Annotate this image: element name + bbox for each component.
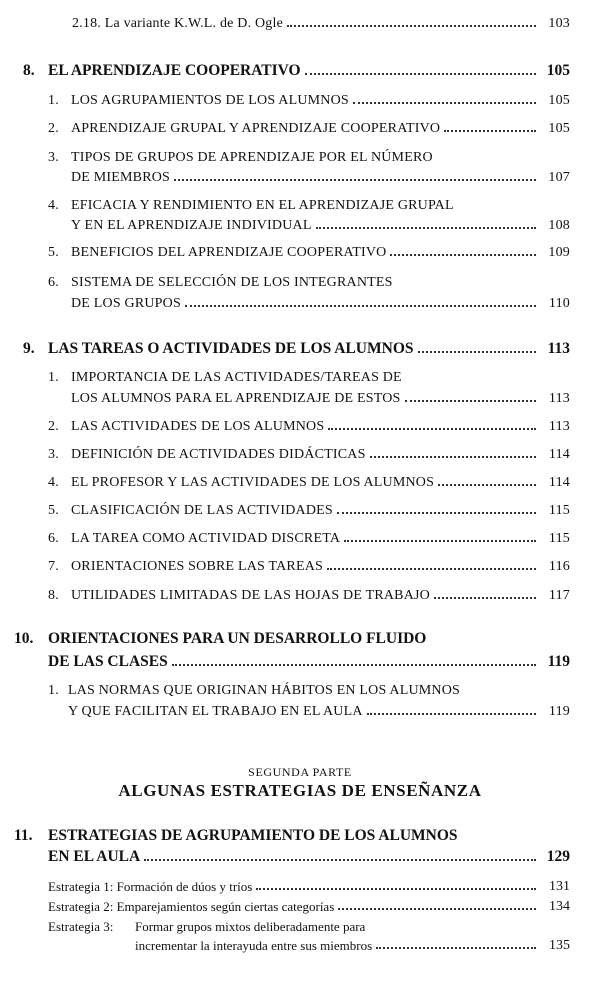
toc-strategy-1 [48,879,570,895]
strategy-title: Emparejamientos según ciertas categorías [116,899,335,914]
page-number: 114 [548,447,570,462]
dot-leader [434,597,536,599]
dot-leader [367,713,536,715]
entry-title: DEFINICIÓN DE ACTIVIDADES DIDÁCTICAS [71,447,366,462]
part-title: ALGUNAS ESTRATEGIAS DE ENSEÑANZA [118,781,482,800]
entry-title: La variante K.W.L. de D. Ogle [104,16,283,31]
entry-title: LOS AGRUPAMIENTOS DE LOS ALUMNOS [71,93,349,108]
dot-leader [344,540,536,542]
entry-number: 1. [48,370,59,385]
entry-title: APRENDIZAJE GRUPAL Y APRENDIZAJE COOPERATIVO [71,121,441,136]
page-number: 119 [548,704,570,719]
chapter-number: 10. [14,630,34,647]
toc-entry-10-1 [68,704,570,720]
entry-title-line-2: DE LOS GRUPOS [71,296,181,311]
dot-leader [353,102,536,104]
page-number: 107 [548,170,570,185]
entry-title: BENEFICIOS DEL APRENDIZAJE COOPERATIVO [71,245,387,260]
chapter-title-line-2: DE LAS CLASES [48,653,168,670]
toc-entry-8-4 [71,218,570,234]
page-number: 105 [548,121,570,136]
entry-number: 8. [48,588,59,603]
entry-title-line-2: Y QUE FACILITAN EL TRABAJO EN EL AULA [68,704,363,719]
chapter-number: 9. [23,340,35,357]
page-number: 131 [549,879,570,894]
toc-entry-8-1 [48,93,570,109]
page-number: 109 [548,245,570,260]
toc-entry-8-5 [48,245,570,261]
dot-leader [256,888,536,890]
entry-title: ORIENTACIONES SOBRE LAS TAREAS [71,559,324,574]
toc-chapter-9 [23,340,570,358]
dot-leader [376,947,536,949]
page-number: 113 [548,419,570,434]
chapter-title: EL APRENDIZAJE COOPERATIVO [48,62,301,79]
dot-leader [172,664,536,666]
entry-title: LA TAREA COMO ACTIVIDAD DISCRETA [71,531,341,546]
entry-number: 1. [48,683,59,698]
chapter-title: LAS TAREAS O ACTIVIDADES DE LOS ALUMNOS [48,340,414,357]
toc-entry-9-7 [48,559,570,575]
entry-number: 4. [48,475,59,490]
page-number: 105 [548,93,570,108]
page-number: 134 [549,899,570,914]
entry-title-line-1: LAS NORMAS QUE ORIGINAN HÁBITOS EN LOS ALUMNOS [68,683,461,698]
entry-title: LAS ACTIVIDADES DE LOS ALUMNOS [71,419,325,434]
entry-title-line-1: TIPOS DE GRUPOS DE APRENDIZAJE POR EL NÚMERO [71,150,433,165]
entry-number: 2. [48,121,59,136]
entry-number: 1. [48,93,59,108]
page-number: 115 [548,531,570,546]
dot-leader [174,179,536,181]
page-number: 108 [548,218,570,233]
page-number: 103 [548,16,570,31]
dot-leader [305,73,536,75]
toc-entry-2-18 [72,16,570,32]
page-number: 105 [546,62,570,79]
strategy-label: Estrategia 2: [48,899,114,914]
entry-number: 3. [48,447,59,462]
dot-leader [370,456,536,458]
chapter-title-line-1: ORIENTACIONES PARA UN DESARROLLO FLUIDO [48,630,427,647]
entry-title-line-1: EFICACIA Y RENDIMIENTO EN EL APRENDIZAJE GRUPAL [71,198,454,213]
entry-title-line-2: Y EN EL APRENDIZAJE INDIVIDUAL [71,218,312,233]
toc-entry-9-5 [48,503,570,519]
dot-leader [337,512,536,514]
dot-leader [338,908,536,910]
entry-number: 5. [48,245,59,260]
chapter-title-line-2: EN EL AULA [48,848,141,865]
entry-number: 7. [48,559,59,574]
page-number: 116 [548,559,570,574]
entry-number: 5. [48,503,59,518]
page-number: 115 [548,503,570,518]
entry-title-line-2: DE MIEMBROS [71,170,171,185]
page-number: 129 [546,848,570,865]
toc-chapter-10 [48,653,570,671]
toc-entry-9-1 [71,391,570,407]
dot-leader [444,130,536,132]
page-number: 113 [548,391,570,406]
toc-strategy-3 [135,938,570,954]
toc-entry-9-4 [48,475,570,491]
entry-title: CLASIFICACIÓN DE LAS ACTIVIDADES [71,503,333,518]
entry-number: 4. [48,198,59,213]
strategy-label: Estrategia 3: [48,919,114,934]
toc-entry-9-8 [48,588,570,604]
toc-entry-8-3 [71,170,570,186]
strategy-title-line-2: incrementar la interayuda entre sus miembros [135,938,373,953]
strategy-title-line-1: Formar grupos mixtos deliberadamente para [135,919,366,934]
toc-entry-9-6 [48,531,570,547]
page-number: 119 [547,653,570,670]
page-number: 113 [547,340,570,357]
entry-title: EL PROFESOR Y LAS ACTIVIDADES DE LOS ALUMNOS [71,475,435,490]
page-number: 117 [548,588,570,603]
dot-leader [185,305,536,307]
dot-leader [316,227,536,229]
entry-number: 6. [48,275,59,290]
entry-number: 6. [48,531,59,546]
dot-leader [438,484,536,486]
entry-number: 2.18. [72,16,101,31]
dot-leader [287,25,536,27]
toc-entry-9-3 [48,447,570,463]
toc-entry-9-2 [48,419,570,435]
dot-leader [328,428,536,430]
toc-entry-8-2 [48,121,570,137]
toc-entry-8-6 [71,296,570,312]
toc-chapter-8 [23,62,570,80]
toc-chapter-11 [48,848,570,866]
strategy-label: Estrategia 1: [48,879,114,894]
entry-number: 2. [48,419,59,434]
part-label: SEGUNDA PARTE [248,765,352,779]
chapter-number: 8. [23,62,35,79]
page-number: 114 [548,475,570,490]
strategy-title: Formación de dúos y tríos [116,879,253,894]
dot-leader [144,859,536,861]
chapter-title-line-1: ESTRATEGIAS DE AGRUPAMIENTO DE LOS ALUMNOS [48,827,458,844]
dot-leader [405,400,536,402]
entry-title: UTILIDADES LIMITADAS DE LAS HOJAS DE TRABAJO [71,588,430,603]
dot-leader [390,254,536,256]
dot-leader [327,568,536,570]
toc-strategy-2 [48,899,570,915]
dot-leader [418,351,537,353]
page-number: 110 [548,296,570,311]
entry-number: 3. [48,150,59,165]
entry-title-line-1: IMPORTANCIA DE LAS ACTIVIDADES/TAREAS DE [71,370,402,385]
entry-title-line-2: LOS ALUMNOS PARA EL APRENDIZAJE DE ESTOS [71,391,401,406]
page-number: 135 [549,938,570,953]
entry-title-line-1: SISTEMA DE SELECCIÓN DE LOS INTEGRANTES [71,275,393,290]
chapter-number: 11. [14,827,33,844]
